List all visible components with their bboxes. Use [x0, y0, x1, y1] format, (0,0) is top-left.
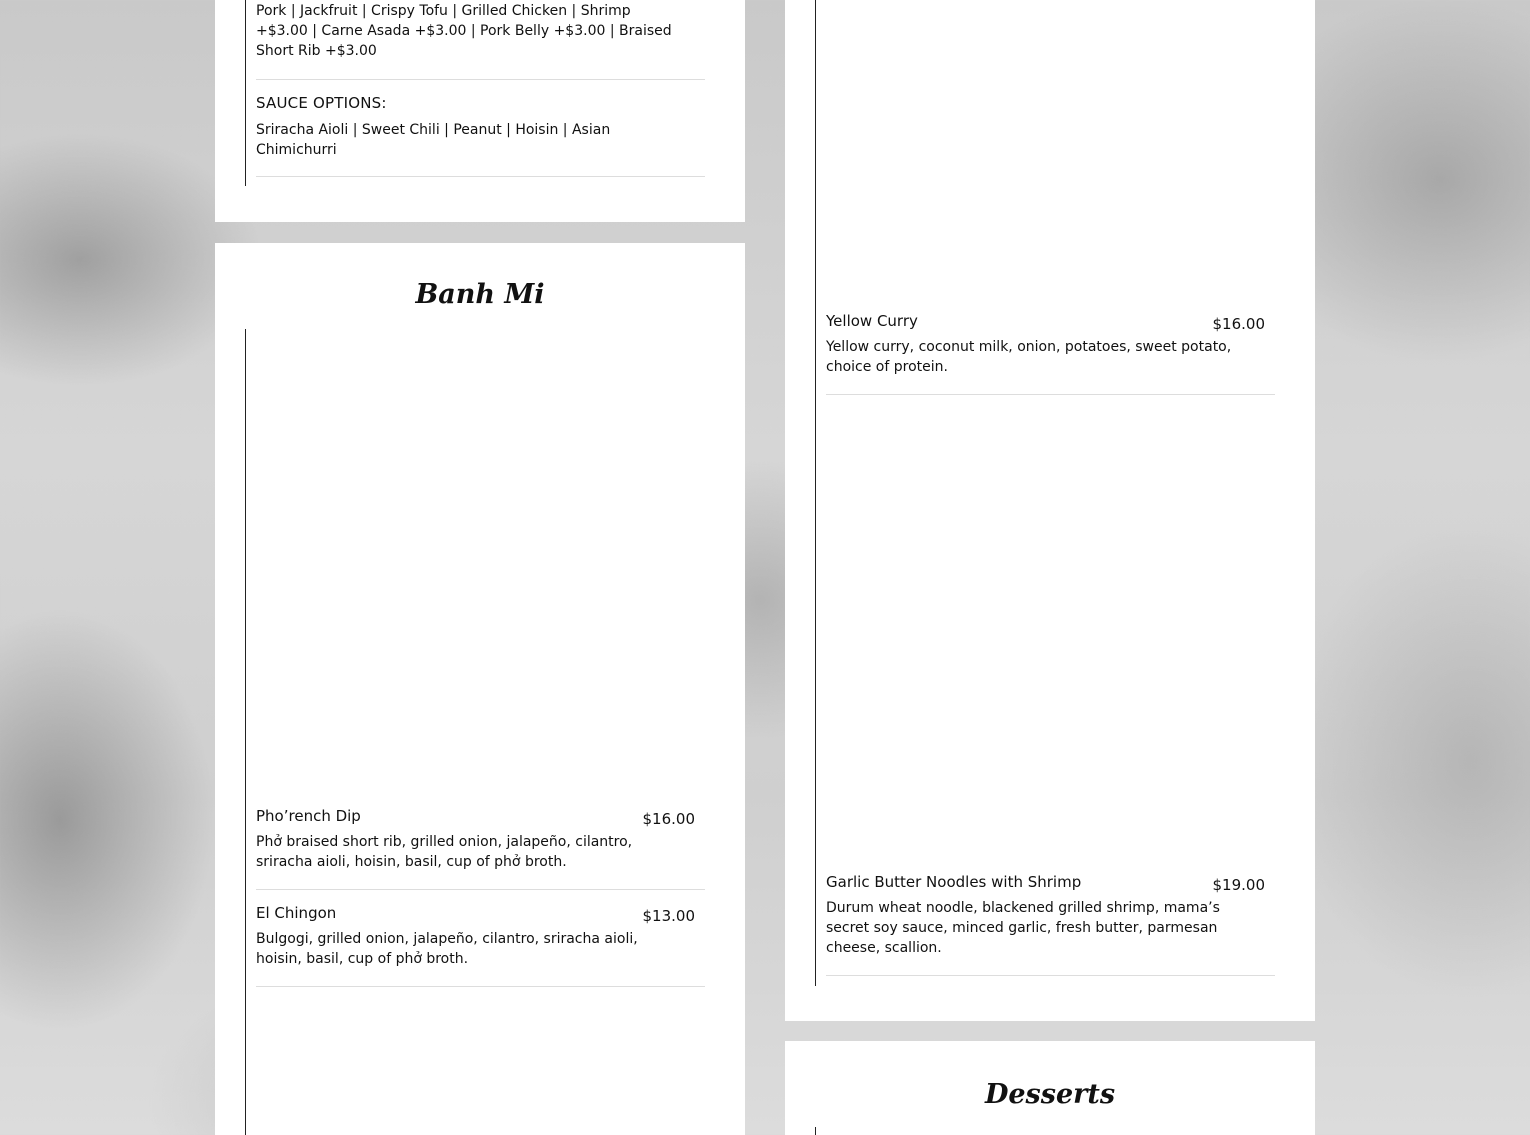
section-title-desserts: Desserts: [984, 1079, 1116, 1110]
item-name: Garlic Butter Noodles with Shrimp: [826, 873, 1082, 891]
menu-item: [256, 904, 705, 987]
desserts-card: [785, 1041, 1315, 1135]
item-description: Bulgogi, grilled onion, jalapeño, cilantro, sriracha aioli, hoisin, basil, cup of phở broth.: [256, 931, 638, 967]
item-description: Yellow curry, coconut milk, onion, potatoes, sweet potato, choice of protein.: [826, 339, 1232, 375]
sauce-options-text: Sriracha Aioli | Sweet Chili | Peanut | Hoisin | Asian Chimichurri: [256, 122, 611, 158]
sauce-options-label: SAUCE OPTIONS:: [256, 94, 387, 112]
banh-mi-card: [215, 243, 745, 1135]
section-divider-line: [815, 0, 816, 986]
menu-item: [256, 807, 705, 890]
item-divider: [256, 176, 705, 177]
protein-options-text: Pork | Jackfruit | Crispy Tofu | Grilled Chicken | Shrimp +$3.00 | Carne Asada +$3.00 | Pork Belly +$3.00 | Braised Short Rib +$3.00: [256, 3, 672, 59]
item-price: $13.00: [642, 907, 695, 925]
item-price: $16.00: [642, 810, 695, 828]
item-description: Phở braised short rib, grilled onion, jalapeño, cilantro, sriracha aioli, hoisin, basil, cup of phở broth.: [256, 834, 633, 870]
item-name: El Chingon: [256, 904, 337, 922]
proteins-sauces-card: [215, 0, 745, 222]
menu-item: [826, 873, 1275, 976]
item-divider: [256, 79, 705, 80]
section-divider-line: [245, 329, 246, 1135]
item-name: Pho’rench Dip: [256, 807, 361, 825]
item-price: $19.00: [1212, 876, 1265, 894]
item-description: Durum wheat noodle, blackened grilled shrimp, mama’s secret soy sauce, minced garlic, fresh butter, parmesan cheese, scallion.: [826, 900, 1220, 956]
section-divider-line: [245, 0, 246, 186]
menu-item: [826, 312, 1275, 395]
item-name: Yellow Curry: [826, 312, 918, 330]
item-price: $16.00: [1212, 315, 1265, 333]
section-title-banh-mi: Banh Mi: [415, 279, 545, 310]
section-divider-line: [815, 1127, 816, 1135]
noodles-card: [785, 0, 1315, 1021]
